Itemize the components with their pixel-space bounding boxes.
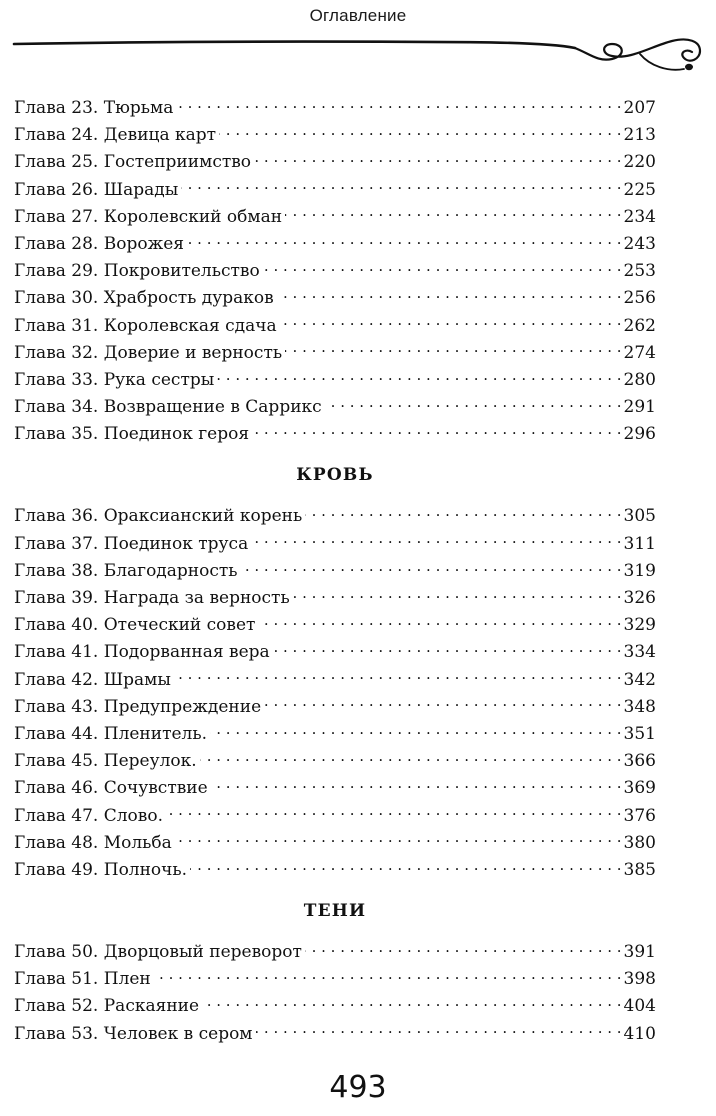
chapter-page-number: 274 (623, 342, 656, 363)
dot-leader (264, 695, 621, 712)
toc-entry (14, 775, 656, 802)
chapter-page-number: 280 (623, 369, 656, 390)
chapter-title: Глава 26. Шарады (14, 179, 179, 200)
toc-entry (14, 149, 656, 176)
toc-entry (14, 803, 656, 830)
dot-leader (190, 858, 621, 875)
chapter-title: Глава 49. Полночь. (14, 859, 188, 880)
dot-leader (210, 722, 622, 739)
dot-leader (251, 532, 621, 549)
flourish-tail (640, 54, 684, 70)
dot-leader (305, 504, 621, 521)
chapter-page-number: 253 (623, 261, 656, 282)
toc-entry (14, 503, 656, 530)
chapter-list-part-1 (14, 95, 656, 448)
chapter-page-number: 326 (623, 588, 656, 608)
running-head: Оглавление (309, 6, 407, 25)
chapter-title: Глава 53. Человек в сером (14, 1023, 253, 1044)
dot-leader (263, 259, 622, 276)
chapter-title: Глава 34. Возвращение в Саррикс (14, 397, 322, 418)
toc-entry (14, 285, 656, 312)
chapter-title: Глава 43. Предупреждение (14, 696, 262, 717)
chapter-page-number: 296 (623, 424, 656, 445)
chapter-title: Глава 30. Храбрость дураков (14, 288, 274, 309)
chapter-title: Глава 31. Королевская сдача (14, 315, 277, 336)
toc-entry (14, 939, 656, 966)
chapter-title: Глава 47. Слово. (14, 805, 163, 826)
dot-leader (258, 613, 621, 630)
section-heading-shadows: ТЕНИ (303, 901, 367, 922)
chapter-title: Глава 44. Пленитель. (14, 723, 208, 744)
chapter-page-number: 366 (623, 751, 656, 772)
divider-rule (14, 42, 575, 48)
dot-leader (254, 150, 622, 167)
chapter-page-number: 225 (623, 179, 656, 200)
toc-entry (14, 340, 656, 367)
dot-leader (154, 967, 622, 984)
chapter-title: Глава 33. Рука сестры (14, 369, 215, 390)
flourish-swirl (575, 39, 700, 60)
toc-entry (14, 367, 656, 394)
toc-entry (14, 993, 656, 1020)
dot-leader (211, 776, 622, 793)
toc-entry (14, 95, 656, 122)
toc-entry (14, 721, 656, 748)
dot-leader (219, 123, 622, 140)
chapter-title: Глава 38. Благодарность (14, 560, 238, 581)
dot-leader (285, 341, 621, 358)
toc-entry (14, 748, 656, 775)
table-of-contents (14, 95, 656, 1048)
chapter-title: Глава 51. Плен (14, 969, 151, 990)
chapter-page-number: 311 (623, 533, 656, 554)
flourish-divider (0, 28, 716, 84)
chapter-page-number: 213 (623, 125, 656, 146)
chapter-page-number: 398 (623, 969, 656, 990)
chapter-title: Глава 25. Гостеприимство (14, 152, 252, 173)
section-heading-blood: КРОВЬ (296, 465, 374, 486)
chapter-page-number: 380 (623, 832, 656, 853)
toc-entry (14, 857, 656, 884)
chapter-title: Глава 23. Тюрьма (14, 98, 174, 118)
chapter-title: Глава 29. Покровительство (14, 261, 260, 282)
dot-leader (280, 314, 622, 331)
chapter-page-number: 220 (623, 152, 656, 173)
chapter-page-number: 334 (623, 642, 656, 663)
chapter-page-number: 207 (623, 98, 656, 118)
dot-leader (325, 395, 622, 412)
dot-leader (256, 1022, 622, 1039)
chapter-title: Глава 41. Подорванная вера (14, 642, 270, 663)
chapter-title: Глава 52. Раскаяние (14, 996, 200, 1017)
chapter-page-number: 329 (623, 615, 656, 636)
toc-entry (14, 639, 656, 666)
toc-entry (14, 667, 656, 694)
chapter-title: Глава 42. Шрамы (14, 669, 171, 690)
toc-entry (14, 231, 656, 258)
chapter-title: Глава 28. Ворожея (14, 233, 185, 254)
chapter-title: Глава 50. Дворцовый переворот (14, 942, 302, 963)
dot-leader (273, 640, 622, 657)
chapter-title: Глава 27. Королевский обман (14, 206, 283, 227)
chapter-title: Глава 40. Отеческий совет (14, 615, 256, 636)
chapter-page-number: 256 (623, 288, 656, 309)
dot-leader (166, 804, 622, 821)
dot-leader (285, 205, 621, 222)
chapter-title: Глава 37. Поединок труса (14, 533, 249, 554)
chapter-title: Глава 45. Переулок. (14, 751, 197, 772)
dot-leader (241, 559, 622, 576)
chapter-list-shadows (14, 939, 656, 1048)
toc-entry (14, 204, 656, 231)
chapter-page-number: 305 (623, 506, 656, 527)
chapter-page-number: 234 (623, 206, 656, 227)
chapter-page-number: 291 (623, 397, 656, 418)
toc-entry (14, 585, 656, 612)
chapter-page-number: 319 (623, 560, 656, 581)
chapter-page-number: 243 (623, 233, 656, 254)
chapter-title: Глава 36. Ораксианский корень (14, 506, 303, 527)
chapter-page-number: 351 (623, 723, 656, 744)
toc-entry (14, 558, 656, 585)
chapter-title: Глава 48. Мольба (14, 832, 172, 853)
toc-entry (14, 830, 656, 857)
chapter-list-blood (14, 503, 656, 884)
dot-leader (175, 831, 622, 848)
chapter-page-number: 410 (623, 1023, 656, 1044)
toc-entry (14, 394, 656, 421)
flourish-dot (685, 64, 693, 70)
toc-entry (14, 122, 656, 149)
dot-leader (202, 994, 622, 1011)
toc-entry (14, 1021, 656, 1048)
dot-leader (174, 668, 622, 685)
toc-entry (14, 612, 656, 639)
chapter-page-number: 348 (623, 696, 656, 717)
toc-entry (14, 966, 656, 993)
chapter-title: Глава 24. Девица карт (14, 125, 217, 146)
dot-leader (217, 368, 621, 385)
chapter-title: Глава 39. Награда за верность (14, 588, 290, 608)
dot-leader (277, 286, 622, 303)
chapter-page-number: 342 (623, 669, 656, 690)
dot-leader (252, 422, 621, 439)
toc-entry (14, 258, 656, 285)
toc-entry (14, 421, 656, 448)
dot-leader (187, 232, 622, 249)
chapter-page-number: 376 (623, 805, 656, 826)
toc-entry (14, 177, 656, 204)
toc-entry (14, 531, 656, 558)
dot-leader (200, 749, 622, 766)
toc-entry (14, 313, 656, 340)
dot-leader (305, 940, 622, 957)
chapter-page-number: 262 (623, 315, 656, 336)
dot-leader (176, 96, 621, 113)
chapter-page-number: 404 (623, 996, 656, 1017)
page-number: 493 (329, 1070, 387, 1105)
dot-leader (293, 586, 622, 603)
chapter-page-number: 391 (623, 942, 656, 963)
chapter-title: Глава 46. Сочувствие (14, 778, 208, 799)
chapter-page-number: 369 (623, 778, 656, 799)
toc-entry (14, 694, 656, 721)
chapter-title: Глава 35. Поединок героя (14, 424, 250, 445)
dot-leader (181, 178, 621, 195)
chapter-page-number: 385 (623, 859, 656, 880)
chapter-title: Глава 32. Доверие и верность (14, 342, 283, 363)
